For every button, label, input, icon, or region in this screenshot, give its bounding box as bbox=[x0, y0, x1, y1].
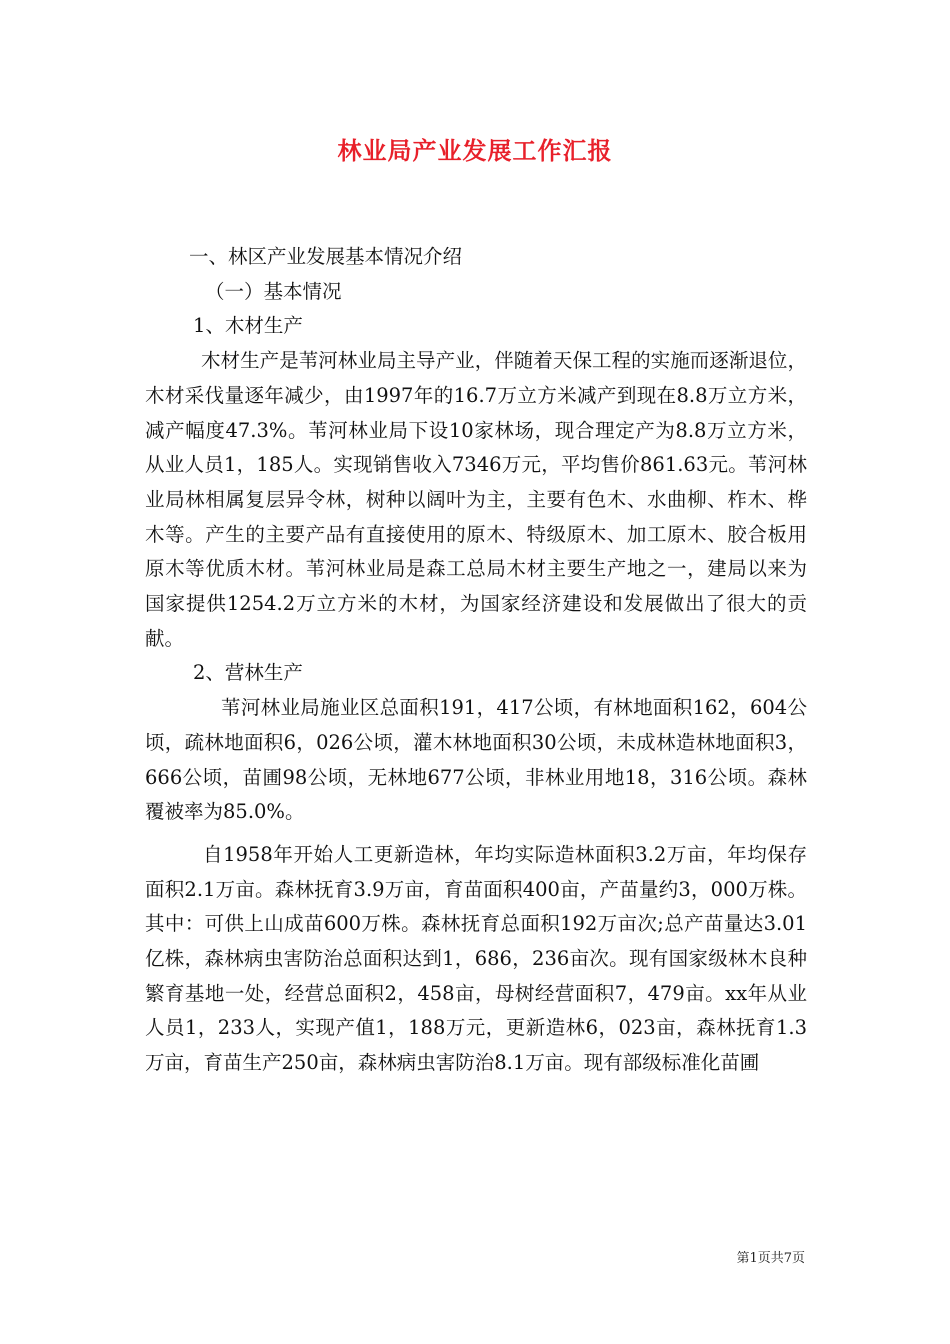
section-heading: 一、林区产业发展基本情况介绍 bbox=[189, 245, 463, 268]
subsection-heading: （一）基本情况 bbox=[205, 279, 342, 303]
page-title: 林业局产业发展工作汇报 bbox=[337, 136, 613, 165]
document-body bbox=[145, 240, 807, 1081]
page-number: 第1页共7页 bbox=[736, 1251, 805, 1266]
item-heading-timber: 1、木材生产 bbox=[193, 314, 303, 338]
item-heading-forestry: 2、营林生产 bbox=[193, 661, 303, 685]
paragraph-afforestation: 自1958年开始人工更新造林，年均实际造林面积3.2万亩，年均保存面积2.1万亩。森林抚育3.9万亩，育苗面积400亩，产苗量约3，000万株。其中：可供上山成苗600万株。森林抚育总面积192万亩次;总产苗量达3.01亿株，森林病虫害防治总面积达到1，686，236亩次。现有国家级林木良种繁育基地一处，经营总面积2，458亩，母树经营面积7，479亩。xx年从业人员1，233人，实现产值1，188万元，更新造林6，023亩，森林抚育1.3万亩，育苗生产250亩，森林病虫害防治8.1万亩。现有部级标准化苗圃 bbox=[145, 842, 807, 1075]
paragraph-forest-area: 苇河林业局施业区总面积191，417公顷，有林地面积162，604公顷，疏林地面积6，026公顷，灌木林地面积30公顷，未成林造林地面积3，666公顷，苗圃98公顷，无林地677公顷，非林业用地18，316公顷。森林覆被率为85.0%。 bbox=[145, 696, 807, 824]
paragraph-timber-production: 木材生产是苇河林业局主导产业，伴随着天保工程的实施而逐渐退位，木材采伐量逐年减少，由1997年的16.7万立方米减产到现在8.8万立方米，减产幅度47.3%。苇河林业局下设10家林场，现合理定产为8.8万立方米，从业人员1，185人。实现销售收入7346万元，平均售价861.63元。苇河林业局林相属复层异令林，树种以阔叶为主，主要有色木、水曲柳、柞木、桦木等。产生的主要产品有直接使用的原木、特级原木、加工原木、胶合板用原木等优质木材。苇河林业局是森工总局木材主要生产地之一，建局以来为国家提供1254.2万立方米的木材，为国家经济建设和发展做出了很大的贡献。 bbox=[145, 349, 807, 650]
